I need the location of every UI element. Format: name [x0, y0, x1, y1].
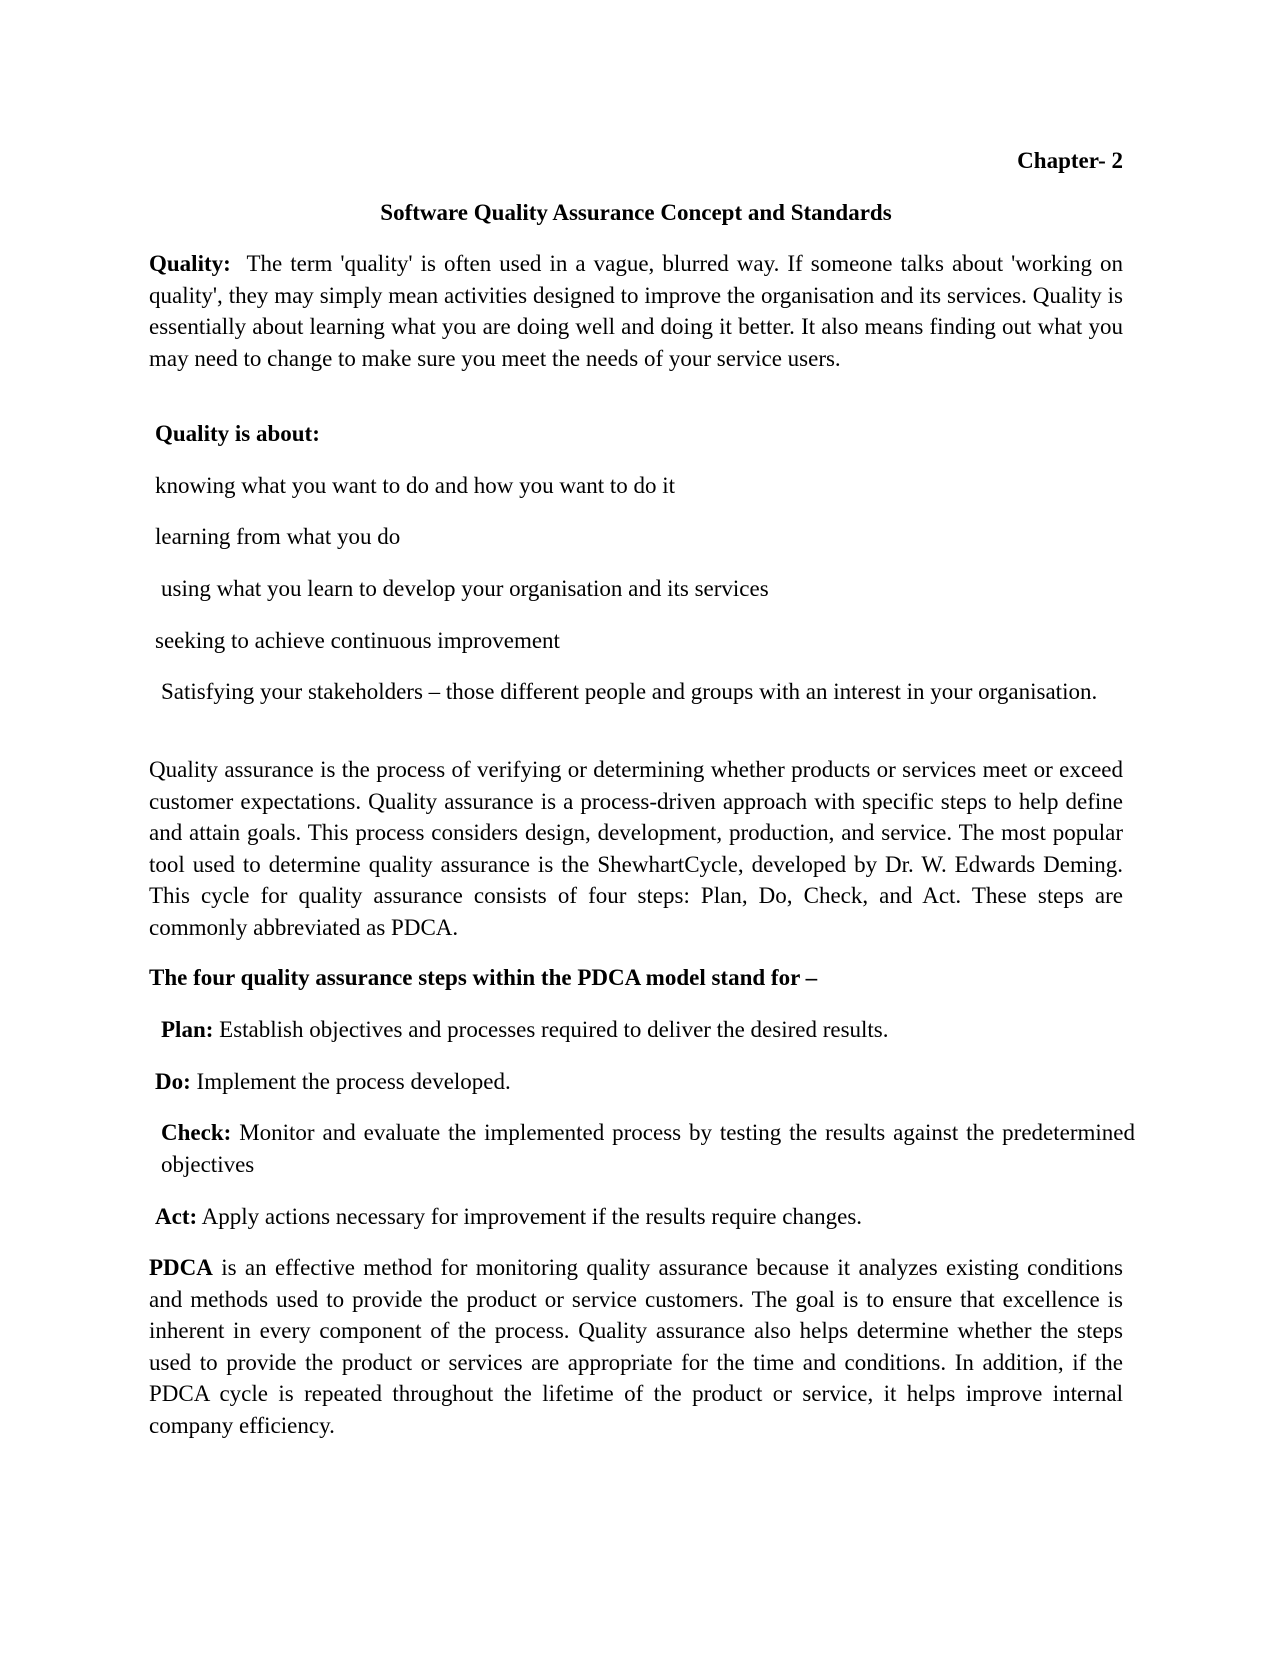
step-text: Establish objectives and processes required to deliver the desired results. — [219, 1017, 889, 1042]
step-text: Monitor and evaluate the implemented process by testing the results against the predetermined objectives — [161, 1120, 1136, 1177]
page-title: Software Quality Assurance Concept and Standards — [380, 200, 892, 225]
chapter-label: Chapter- 2 — [1017, 148, 1123, 173]
step-label: Act: — [155, 1204, 198, 1229]
pdca-step-do — [149, 1066, 1129, 1098]
quality-text: The term 'quality' is often used in a vague, blurred way. If someone talks about 'working on quality', they may simply mean activities designed to improve the organisation and its services. Quality is essentially about learning what you are doing well and doing it better. It also means finding out what you may need to change to make sure you meet the needs of your service users. — [149, 251, 1123, 371]
step-text: Implement the process developed. — [196, 1069, 511, 1094]
document-page — [149, 0, 1136, 1656]
pdca-text: is an effective method for monitoring quality assurance because it analyzes existing conditions and methods used to provide the product or service customers. The goal is to ensure that excellence is inherent in every component of the process. Quality assurance also helps determine whether the steps used to provide the product or services are appropriate for the time and conditions. In addition, if the PDCA cycle is repeated throughout the lifetime of the product or service, it helps improve internal company efficiency. — [149, 1255, 1124, 1438]
quality-paragraph — [149, 248, 1123, 374]
pdca-step-check — [149, 1117, 1135, 1180]
pdca-step-plan — [149, 1014, 1135, 1046]
quality-about-item: Satisfying your stakeholders – those different people and groups with an interest in your organisation. — [161, 679, 1098, 704]
qa-paragraph: Quality assurance is the process of verifying or determining whether products or services meet or exceed customer expectations. Quality assurance is a process-driven approach with specific steps to help define and attain goals. This process considers design, development, production, and service. The most popular tool used to determine quality assurance is the ShewhartCycle, developed by Dr. W. Edwards Deming. This cycle for quality assurance consists of four steps: Plan, Do, Check, and Act. These steps are commonly abbreviated as PDCA. — [149, 757, 1123, 940]
pdca-step-act — [149, 1201, 1129, 1233]
step-label: Plan: — [161, 1017, 214, 1042]
step-text: Apply actions necessary for improvement if the results require changes. — [201, 1204, 863, 1229]
pdca-label: PDCA — [149, 1255, 213, 1280]
quality-about-item: using what you learn to develop your organisation and its services — [161, 576, 769, 601]
pdca-heading: The four quality assurance steps within the PDCA model stand for – — [149, 965, 818, 990]
quality-about-heading: Quality is about: — [155, 421, 320, 446]
pdca-paragraph — [149, 1252, 1123, 1441]
quality-label: Quality: — [149, 251, 231, 276]
quality-about-item: learning from what you do — [155, 524, 401, 549]
step-label: Do: — [155, 1069, 191, 1094]
quality-about-item: seeking to achieve continuous improvement — [155, 628, 560, 653]
step-label: Check: — [161, 1120, 232, 1145]
quality-about-item: knowing what you want to do and how you want to do it — [155, 473, 676, 498]
